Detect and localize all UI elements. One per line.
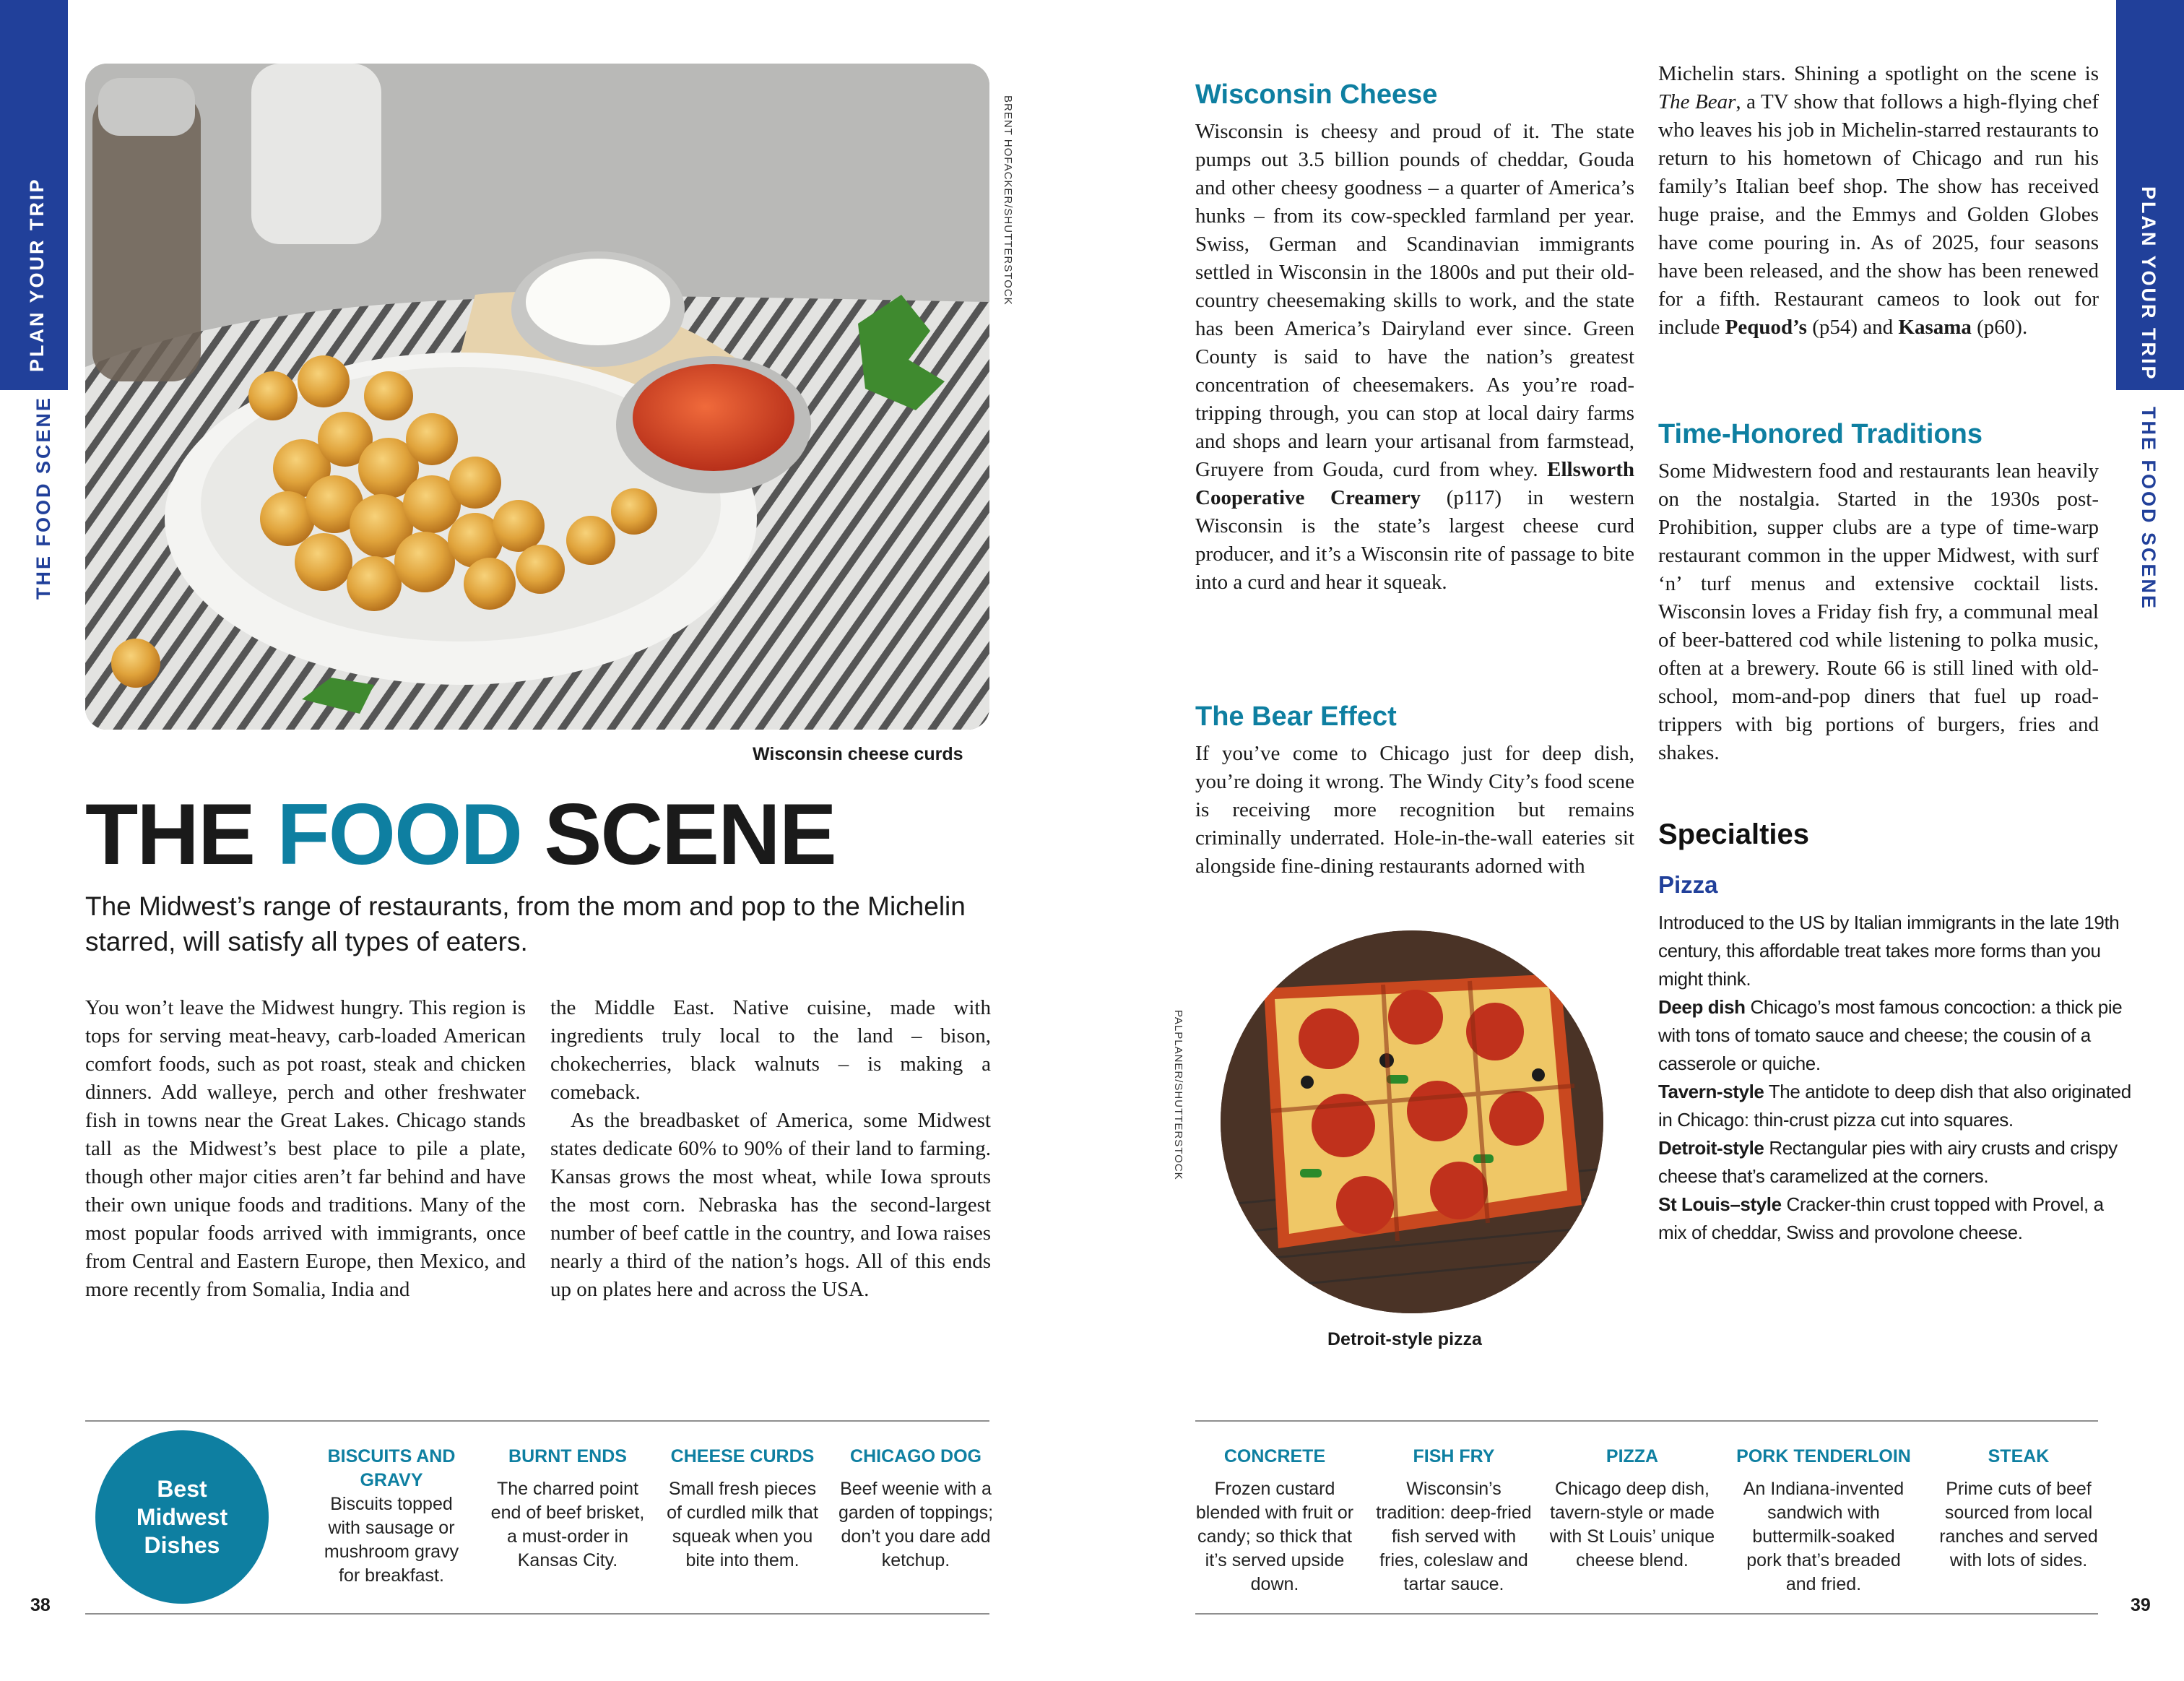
intro-paragraph-1: You won’t leave the Midwest hungry. This region is tops for serving meat-heavy, carb-loaded American comfort foods, such as pot roast, steak and chicken dinners. Add walleye, perch and other freshwater fish in towns near the Great Lakes. Chicago stands tall as the Midwest’s best place to pile a plate, though other major cities aren’t far behind and have their own unique foods and traditions. Many of the most popular foods arrived with immigrants, once from Central and Eastern Europe, then Mexico, and more recently from Somalia, India and (85, 996, 526, 1301)
intro-paragraph-2: the Middle East. Native cuisine, made with ingredients truly local to the land – bison, chokecherries, black walnuts – is making a comeback. (550, 996, 991, 1104)
page-number-right: 39 (2131, 1595, 2151, 1615)
dish-name: CHICAGO DOG (850, 1446, 982, 1466)
dish-name: BISCUITS AND GRAVY (327, 1446, 456, 1490)
pizza-style-name: Detroit-style (1658, 1137, 1764, 1159)
pizza-heading: Pizza (1658, 871, 1718, 898)
sidebar-label-plan-your-trip: PLAN YOUR TRIP (26, 177, 48, 372)
sidebar-label-food-scene-right: THE FOOD SCENE (2138, 407, 2159, 611)
dish-item (663, 1445, 822, 1573)
cheese-curds-illustration (85, 64, 989, 730)
page-number-left: 38 (30, 1595, 51, 1615)
wisconsin-cheese-heading: Wisconsin Cheese (1195, 79, 1438, 110)
kasama-name: Kasama (1898, 316, 1972, 339)
the-bear-title: The Bear (1658, 90, 1736, 113)
pizza-intro: Introduced to the US by Italian immigrants in the late 19th century, this affordable treat takes more forms than you might think. (1658, 912, 2120, 990)
dish-item (1733, 1445, 1914, 1596)
pizza-style-desc: Chicago’s most famous concoction: a thick pie with tons of tomato sauce and cheese; the cousin of a casserole or quiche. (1658, 996, 2123, 1074)
pizza-photo-caption: Detroit-style pizza (1327, 1329, 1482, 1349)
bear-effect-heading: The Bear Effect (1195, 701, 1397, 732)
pequods-name: Pequod’s (1725, 316, 1807, 339)
dish-description: The charred point end of beef brisket, a must-order in Kansas City. (490, 1479, 645, 1570)
left-sidebar-tab (0, 0, 68, 390)
dish-description: An Indiana-invented sandwich with buttermilk-soaked pork that’s breaded and fried. (1743, 1479, 1904, 1594)
dishes-bottom-rule-left (85, 1613, 989, 1615)
title-part-the: THE (85, 786, 277, 883)
dish-name: BURNT ENDS (508, 1446, 627, 1466)
cheese-photo-credit: BRENT HOFACKER/SHUTTERSTOCK (1002, 95, 1014, 306)
pizza-style-item (1658, 993, 2135, 1078)
dish-name: PIZZA (1606, 1446, 1659, 1466)
dish-description: Small fresh pieces of curdled milk that squeak when you bite into them. (667, 1479, 818, 1570)
dishes-top-rule-left (85, 1420, 989, 1422)
dish-description: Chicago deep dish, tavern-style or made with St Louis’ unique cheese blend. (1549, 1479, 1715, 1570)
detroit-pizza-photo (1221, 930, 1603, 1313)
dish-item (1195, 1445, 1354, 1596)
traditions-heading: Time-Honored Traditions (1658, 419, 1983, 449)
deck-subtitle: The Midwest’s range of restaurants, from the mom and pop to the Michelin starred, will satisfy all types of eaters. (85, 891, 966, 956)
pizza-photo-credit: PALPLANER/SHUTTERSTOCK (1172, 1010, 1184, 1180)
best-dishes-badge: Best Midwest Dishes (95, 1430, 269, 1604)
dish-name: FISH FRY (1413, 1446, 1495, 1466)
pizza-style-item (1658, 1134, 2135, 1190)
bear-cont-text-d: (p60). (1971, 316, 2028, 339)
dish-item (1936, 1445, 2102, 1573)
intro-column-2 (550, 994, 991, 1304)
dish-description: Wisconsin’s tradition: deep-fried fish served with fries, coleslaw and tartar sauce. (1376, 1479, 1532, 1594)
traditions-body (1658, 457, 2099, 767)
pizza-style-name: Tavern-style (1658, 1081, 1764, 1102)
cheese-photo-caption: Wisconsin cheese curds (753, 744, 963, 764)
pizza-style-desc: Rectangular pies with airy crusts and crispy cheese that’s caramelized at the corners. (1658, 1137, 2118, 1187)
wisconsin-cheese-body (1195, 118, 1634, 597)
bear-cont-text-b: , a TV show that follows a high-flying chef who leaves his job in Michelin-starred restaurants to return to his hometown of Chicago and run his family’s Italian beef shop. The show has received huge praise, and the Emmys and Golden Globes have come pouring in. As of 2025, four seasons have been released, and the show has been renewed for a fifth. Restaurant cameos to look out for include (1658, 90, 2100, 339)
dish-item (312, 1445, 471, 1588)
bear-effect-body (1195, 740, 1634, 881)
title-part-food: FOOD (277, 786, 521, 883)
pizza-style-desc: The antidote to deep dish that also originated in Chicago: thin-crust pizza cut into squares. (1658, 1081, 2131, 1131)
cheese-curds-photo (85, 64, 989, 730)
pizza-style-item (1658, 1078, 2135, 1134)
dish-description: Beef weenie with a garden of toppings; don’t you dare add ketchup. (838, 1479, 994, 1570)
dish-description: Frozen custard blended with fruit or candy; so thick that it’s served upside down. (1195, 1479, 1354, 1594)
intro-paragraph-3: As the breadbasket of America, some Midwest states dedicate 60% to 90% of their land to farming. Kansas grows the most wheat, while Iowa sprouts the most corn. Nebraska has the second-largest number of beef cattle in the country, and Iowa raises nearly a third of the nation’s hogs. All of this ends up on plates here and across the USA. (550, 1109, 991, 1301)
intro-column-1 (85, 994, 526, 1304)
bear-cont-text-a: Michelin stars. Shining a spotlight on the scene is (1658, 62, 2099, 85)
sidebar-label-plan-your-trip-right: PLAN YOUR TRIP (2138, 186, 2159, 381)
dish-name: CHEESE CURDS (670, 1446, 815, 1466)
dish-description: Biscuits topped with sausage or mushroom gravy for breakfast. (324, 1494, 459, 1586)
pizza-style-name: St Louis–style (1658, 1193, 1782, 1215)
dish-description: Prime cuts of beef sourced from local ranches and served with lots of sides. (1939, 1479, 2098, 1570)
dish-item (1549, 1445, 1715, 1573)
dish-item (488, 1445, 647, 1573)
sidebar-label-food-scene: THE FOOD SCENE (32, 395, 54, 600)
pizza-style-item (1658, 1190, 2135, 1247)
dish-item (1371, 1445, 1537, 1596)
dish-name: STEAK (1988, 1446, 2050, 1466)
wisconsin-text-b: (p117) in western Wisconsin is the state’s largest cheese curd producer, and it’s a Wisconsin rite of passage to bite into a curd and hear it squeak. (1195, 486, 1635, 594)
dish-name: CONCRETE (1223, 1446, 1326, 1466)
bear-effect-text: If you’ve come to Chicago just for deep dish, you’re doing it wrong. The Windy City’s food scene is receiving more recognition but remains criminally underrated. Hole-in-the-wall eateries sit alongside fine-dining restaurants adorned with (1195, 742, 1634, 878)
wisconsin-text-a: Wisconsin is cheesy and proud of it. The state pumps out 3.5 billion pounds of cheddar, Gouda and other cheesy goodness – a quarter of America’s hunks – from its cow-speckled farmland per year. Swiss, German and Scandinavian immigrants settled in Wisconsin in the 1800s and put their old-country cheesemaking skills to work, and the state has been America’s Dairyland ever since. Green County is said to have the nation’s greatest concentration of cheesemakers. As you’re road-tripping through, you can stop at local dairy farms and shops and learn your artisanal from farmstead, Gruyere from Gouda, curd from whey. (1195, 120, 1634, 481)
pizza-style-desc: Cracker-thin crust topped with Provel, a mix of cheddar, Swiss and provolone cheese. (1658, 1193, 2104, 1243)
dish-name: PORK TENDERLOIN (1736, 1446, 1911, 1466)
ellsworth-creamery: Ellsworth Cooperative Creamery (1195, 458, 1634, 509)
the-bear-continued (1658, 60, 2099, 342)
right-sidebar-tab (2116, 0, 2184, 390)
pizza-style-name: Deep dish (1658, 996, 1746, 1018)
dishes-bottom-rule-right (1195, 1613, 2098, 1615)
page-title (85, 786, 836, 883)
dishes-top-rule-right (1195, 1420, 2098, 1422)
pizza-styles-list (1658, 909, 2135, 1247)
traditions-text: Some Midwestern food and restaurants lean heavily on the nostalgia. Started in the 1930s post-Prohibition, supper clubs are a type of time-warp restaurant common in the upper Midwest, with surf ‘n’ turf menus and extensive cocktail lists. Wisconsin loves a Friday fish fry, a communal meal of beer-battered cod while listening to polka music, often at a brewery. Route 66 is still lined with old-school, mom-and-pop diners that fuel up road-trippers with big portions of burgers, fries and shakes. (1658, 459, 2099, 764)
dish-item (836, 1445, 995, 1573)
bear-cont-text-c: (p54) and (1806, 316, 1899, 339)
detroit-pizza-illustration (1221, 930, 1603, 1313)
specialties-heading: Specialties (1658, 818, 1810, 850)
title-part-scene: SCENE (521, 786, 836, 883)
